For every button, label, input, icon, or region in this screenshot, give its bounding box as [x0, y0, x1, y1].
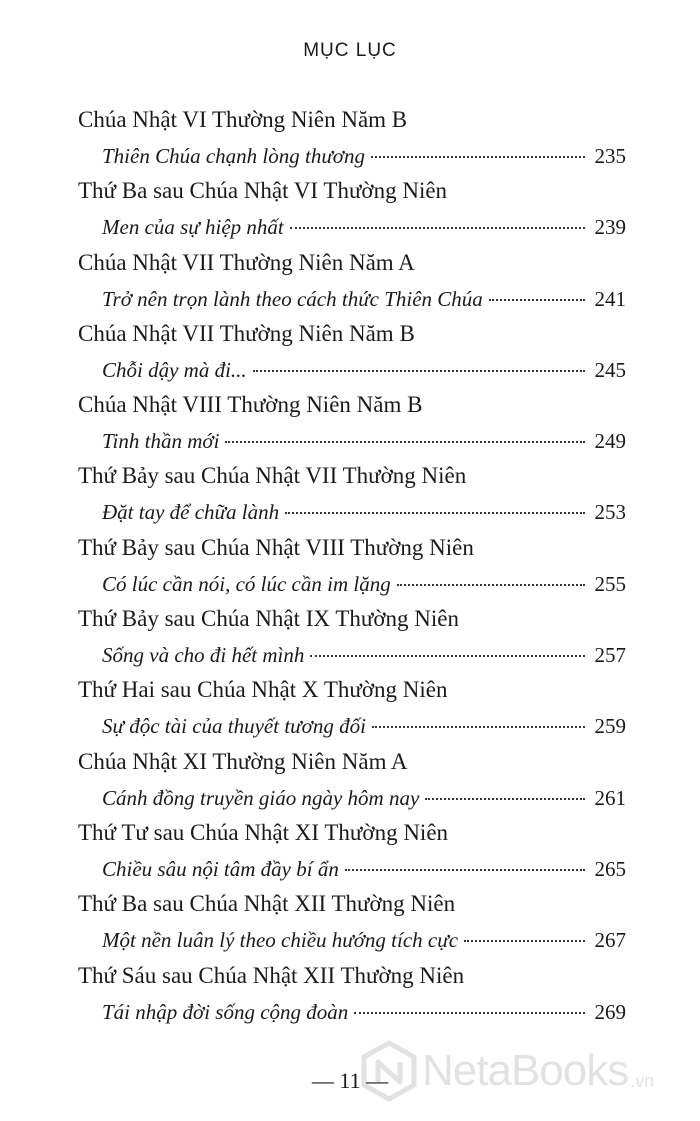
toc-heading: Thứ Bảy sau Chúa Nhật VII Thường Niên	[78, 463, 467, 489]
toc-page-number: 261	[594, 785, 626, 810]
toc-subline	[102, 783, 626, 813]
toc-subtitle: Tái nhập đời sống cộng đoàn	[102, 999, 349, 1024]
toc-heading: Thứ Bảy sau Chúa Nhật VIII Thường Niên	[78, 534, 474, 560]
toc-page-number: 241	[594, 286, 626, 311]
toc-entry	[78, 247, 630, 318]
toc-subline	[102, 925, 626, 955]
toc-entry	[78, 175, 630, 246]
dot-leader	[464, 940, 584, 942]
dot-leader	[489, 299, 585, 301]
toc-page-number: 249	[594, 429, 626, 454]
toc-entry	[78, 746, 630, 817]
dot-leader	[285, 512, 584, 514]
toc-page-number: 253	[594, 500, 626, 525]
toc-subtitle: Đặt tay để chữa lành	[102, 500, 280, 525]
toc-page-number: 235	[594, 144, 626, 168]
toc-page-number: 239	[594, 215, 626, 240]
toc-heading: Chúa Nhật VIII Thường Niên Năm B	[78, 392, 423, 418]
toc-heading: Thứ Bảy sau Chúa Nhật IX Thường Niên	[78, 606, 459, 632]
toc-entry	[78, 960, 630, 1031]
toc-heading: Thứ Ba sau Chúa Nhật XII Thường Niên	[78, 891, 456, 917]
watermark-brand: NetaBooks	[422, 1046, 629, 1095]
toc-entry	[78, 674, 630, 745]
toc-subtitle: Có lúc cần nói, có lúc cần im lặng	[102, 571, 391, 596]
toc-subtitle: Cánh đồng truyền giáo ngày hôm nay	[102, 785, 420, 810]
toc-subtitle: Men của sự hiệp nhất	[102, 215, 284, 240]
toc-page-number: 267	[594, 928, 626, 953]
toc-subline	[102, 212, 626, 242]
dot-leader	[290, 227, 585, 229]
toc-entry	[78, 389, 630, 460]
toc-entry	[78, 104, 630, 175]
dot-leader	[397, 584, 585, 586]
toc-subtitle: Sống và cho đi hết mình	[102, 643, 305, 668]
toc-entry	[78, 817, 630, 888]
page-title: MỤC LỤC	[303, 40, 397, 61]
toc-entry	[78, 460, 630, 531]
dot-leader	[253, 370, 585, 372]
toc-page-number: 245	[594, 357, 626, 382]
toc-subtitle: Trở nên trọn lành theo cách thức Thiên Chúa	[102, 286, 483, 311]
toc-page-number: 257	[594, 643, 626, 668]
toc-subtitle: Thiên Chúa chạnh lòng thương	[102, 144, 365, 168]
dot-leader	[354, 1012, 584, 1014]
dot-leader	[371, 156, 585, 158]
toc-page-number: 259	[594, 714, 626, 739]
toc-subline	[102, 997, 626, 1027]
toc-subtitle: Một nền luân lý theo chiều hướng tích cực	[102, 928, 459, 953]
toc-heading: Thứ Ba sau Chúa Nhật VI Thường Niên	[78, 178, 448, 204]
toc-subtitle: Tinh thần mới	[102, 429, 220, 454]
toc-page-number: 269	[594, 999, 626, 1024]
dot-leader	[225, 441, 584, 443]
toc-subline	[102, 640, 626, 670]
toc-subline	[102, 141, 626, 171]
toc-subline	[102, 284, 626, 314]
toc-page-number: 265	[594, 856, 626, 881]
toc-subtitle: Chiều sâu nội tâm đầy bí ẩn	[102, 856, 339, 881]
table-of-contents	[78, 104, 630, 1031]
toc-subline	[102, 497, 626, 527]
toc-heading: Chúa Nhật XI Thường Niên Năm A	[78, 748, 408, 774]
toc-subtitle: Chỗi dậy mà đi...	[102, 357, 247, 382]
toc-entry	[78, 888, 630, 959]
toc-heading: Thứ Hai sau Chúa Nhật X Thường Niên	[78, 677, 448, 703]
toc-entry	[78, 318, 630, 389]
toc-subline	[102, 355, 626, 385]
dot-leader	[310, 655, 584, 657]
toc-heading: Chúa Nhật VI Thường Niên Năm B	[78, 107, 408, 132]
toc-subline	[102, 569, 626, 599]
toc-subtitle: Sự độc tài của thuyết tương đối	[102, 714, 366, 739]
toc-subline	[102, 711, 626, 741]
dot-leader	[372, 726, 585, 728]
dot-leader	[425, 798, 584, 800]
toc-heading: Chúa Nhật VII Thường Niên Năm B	[78, 320, 415, 346]
toc-entry	[78, 603, 630, 674]
toc-entry	[78, 532, 630, 603]
toc-subline	[102, 426, 626, 456]
toc-heading: Chúa Nhật VII Thường Niên Năm A	[78, 249, 415, 275]
toc-subline	[102, 854, 626, 884]
watermark-suffix: .vn	[630, 1071, 655, 1091]
toc-heading: Thứ Sáu sau Chúa Nhật XII Thường Niên	[78, 962, 465, 988]
page-number-footer: — 11 —	[311, 1068, 389, 1093]
toc-page-number: 255	[594, 571, 626, 596]
toc-heading: Thứ Tư sau Chúa Nhật XI Thường Niên	[78, 819, 449, 845]
dot-leader	[345, 869, 585, 871]
